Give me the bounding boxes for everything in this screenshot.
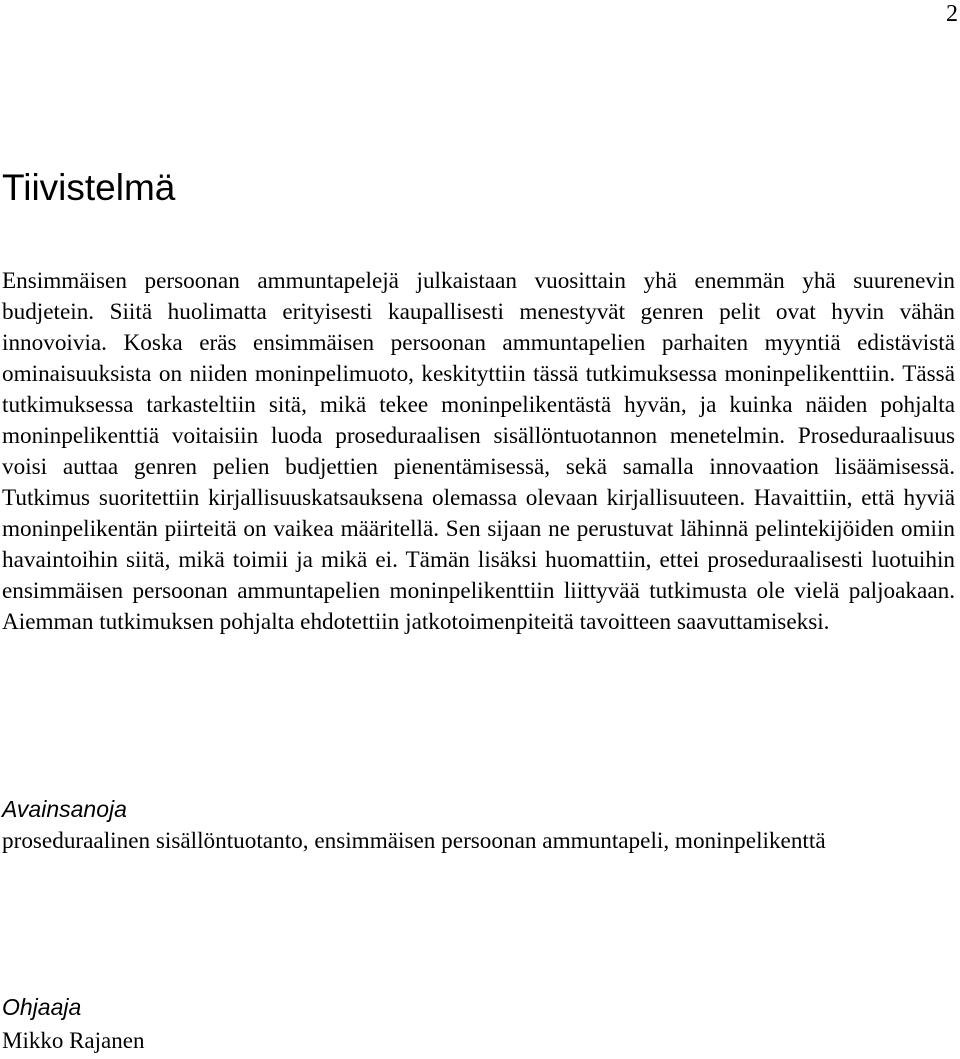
advisor-heading: Ohjaaja	[2, 994, 82, 1020]
page-title: Tiivistelmä	[2, 167, 176, 208]
page-number: 2	[946, 1, 958, 27]
keywords-text: proseduraalinen sisällöntuotanto, ensimmäisen persoonan ammuntapeli, moninpelikenttä	[2, 828, 826, 854]
abstract-paragraph: Ensimmäisen persoonan ammuntapelejä julkaistaan vuosittain yhä enemmän yhä suurenevin budjetein. Siitä huolimatta erityisesti kaupallisesti menestyvät genren pelit ovat hyvin vähän innovoivia. Koska eräs ensimmäisen persoonan ammuntapelien parhaiten myyntiä edistävistä ominaisuuksista on niiden moninpelimuoto, keskityttiin tässä tutkimuksessa moninpelikenttiin. Tässä tutkimuksessa tarkasteltiin sitä, mikä tekee moninpelikentästä hyvän, ja kuinka näiden pohjalta moninpelikenttiä voitaisiin luoda proseduraalisen sisällöntuotannon menetelmin. Proseduraalisuus voisi auttaa genren pelien budjettien pienentämisessä, sekä samalla innovaation lisäämisessä. Tutkimus suoritettiin kirjallisuuskatsauksena olemassa olevaan kirjallisuuteen. Havaittiin, että hyviä moninpelikentän piirteitä on vaikea määritellä. Sen sijaan ne perustuvat lähinnä pelintekijöiden omiin havaintoihin siitä, mikä toimii ja mikä ei. Tämän lisäksi huomattiin, ettei proseduraalisesti luotuihin ensimmäisen persoonan ammuntapelien moninpelikenttiin liittyvää tutkimusta ole vielä paljoakaan. Aiemman tutkimuksen pohjalta ehdotettiin jatkotoimenpiteitä tavoitteen saavuttamiseksi.	[2, 268, 955, 635]
keywords-heading: Avainsanoja	[2, 796, 127, 822]
advisor-name: Mikko Rajanen	[2, 1028, 145, 1053]
